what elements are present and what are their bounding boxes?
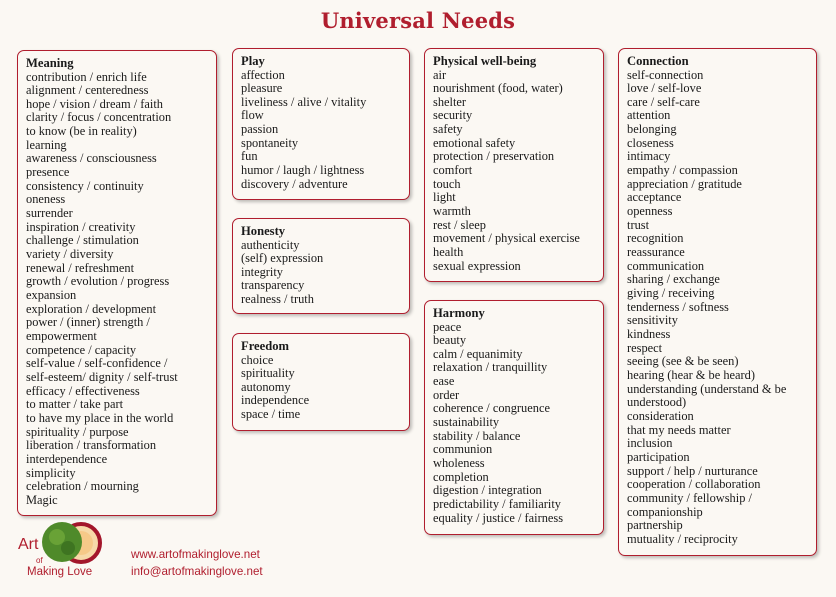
need-item: coherence / congruence (433, 401, 550, 416)
need-item: integrity (241, 264, 283, 279)
need-item: communion (433, 442, 493, 457)
need-item: recognition (627, 231, 684, 246)
need-item: touch (433, 176, 461, 191)
need-item: learning (26, 137, 67, 152)
need-item: humor / laugh / lightness (241, 163, 365, 178)
need-item: pleasure (241, 81, 283, 96)
need-item: sharing / exchange (627, 272, 720, 287)
need-item: sexual expression (433, 258, 521, 273)
need-item: variety / diversity (26, 247, 114, 262)
need-item: sustainability (433, 415, 500, 430)
need-item: kindness (627, 326, 671, 341)
need-item: spontaneity (241, 135, 299, 150)
need-item: to have my place in the world (26, 410, 174, 425)
card-physical-well-being (424, 48, 604, 282)
need-item: presence (26, 165, 70, 180)
card-honesty (232, 218, 410, 314)
need-item: ease (433, 374, 455, 389)
need-item: awareness / consciousness (26, 151, 157, 166)
card-meaning (17, 50, 217, 516)
need-item: beauty (433, 333, 467, 348)
need-item: intimacy (627, 149, 671, 164)
logo (16, 520, 108, 582)
need-item: growth / evolution / progress (26, 274, 170, 289)
card-heading: Physical well-being (433, 54, 537, 68)
need-item: clarity / focus / concentration (26, 110, 172, 125)
card-harmony (424, 300, 604, 535)
need-item: empowerment (26, 328, 97, 343)
need-item: simplicity (26, 465, 76, 480)
need-item: passion (241, 122, 279, 137)
card-freedom (232, 333, 410, 431)
need-item: space / time (241, 407, 301, 422)
need-item: companionship (627, 504, 703, 519)
need-item: openness (627, 204, 673, 219)
need-item: choice (241, 352, 274, 367)
need-item: renewal / refreshment (26, 260, 135, 275)
need-item: autonomy (241, 379, 291, 394)
need-item: closeness (627, 135, 674, 150)
need-item: stability / balance (433, 428, 521, 443)
need-item: comfort (433, 163, 473, 178)
need-item: safety (433, 122, 463, 137)
need-item: peace (433, 319, 462, 334)
need-item: participation (627, 449, 690, 464)
need-item: celebration / mourning (26, 479, 139, 494)
need-item: care / self-care (627, 94, 700, 109)
logo-text-of: of (36, 556, 43, 565)
need-item: shelter (433, 94, 467, 109)
need-item: completion (433, 469, 489, 484)
need-item: giving / receiving (627, 286, 715, 300)
need-item: wholeness (433, 456, 485, 471)
need-item: realness / truth (241, 292, 314, 307)
need-item: reassurance (627, 245, 685, 260)
card-heading: Honesty (241, 224, 286, 238)
need-item: mutuality / reciprocity (627, 531, 738, 546)
page-title: Universal Needs (320, 8, 516, 33)
need-item: competence / capacity (26, 342, 137, 357)
need-item: independence (241, 393, 310, 408)
need-item: to know (be in reality) (26, 124, 137, 139)
need-item: partnership (627, 518, 683, 533)
need-item: transparency (241, 278, 305, 293)
needs-list (627, 69, 808, 547)
needs-list (26, 71, 208, 508)
need-item: rest / sleep (433, 217, 486, 232)
need-item: tenderness / softness (627, 299, 729, 314)
needs-list (241, 239, 401, 307)
need-item: interdependence (26, 451, 108, 466)
need-item: oneness (26, 192, 66, 207)
need-item: attention (627, 108, 671, 123)
need-item: challenge / stimulation (26, 233, 139, 248)
card-heading: Connection (627, 54, 689, 68)
need-item: light (433, 190, 456, 205)
need-item: sensitivity (627, 313, 678, 328)
need-item: inclusion (627, 436, 673, 451)
email-link[interactable]: info@artofmakinglove.net (131, 565, 263, 578)
need-item: authenticity (241, 237, 300, 252)
card-heading: Freedom (241, 339, 290, 353)
need-item: inspiration / creativity (26, 219, 136, 234)
website-link[interactable]: www.artofmakinglove.net (131, 548, 260, 561)
need-item: consistency / continuity (26, 178, 144, 193)
need-item: support / help / nurturance (627, 463, 758, 478)
need-item: (self) expression (241, 251, 324, 266)
need-item: hearing (hear & be heard) (627, 367, 755, 382)
need-item: equality / justice / fairness (433, 510, 564, 525)
need-item: warmth (433, 204, 471, 219)
need-item: calm / equanimity (433, 346, 523, 361)
need-item: order (433, 387, 460, 402)
logo-text-art: Art (18, 536, 39, 553)
needs-list (241, 354, 401, 422)
need-item: flow (241, 108, 264, 123)
need-item: relaxation / tranquillity (433, 360, 548, 375)
need-item: self-esteem/ dignity / self-trust (26, 369, 178, 384)
need-item: alignment / centeredness (26, 83, 149, 98)
card-heading: Meaning (26, 56, 74, 70)
need-item: communication (627, 258, 705, 273)
logo-text-making-love: Making Love (27, 566, 93, 578)
need-item: emotional safety (433, 135, 516, 150)
need-item: spirituality (241, 366, 295, 381)
need-item: contribution / enrich life (26, 69, 147, 84)
need-item: empathy / compassion (627, 163, 738, 178)
need-item: liveliness / alive / vitality (241, 94, 367, 109)
need-item: health (433, 245, 464, 260)
need-item: seeing (see & be seen) (627, 354, 739, 369)
need-item: protection / preservation (433, 149, 555, 164)
need-item: hope / vision / dream / faith (26, 96, 163, 111)
need-item: community / fellowship / (627, 490, 752, 505)
need-item: to matter / take part (26, 397, 124, 412)
need-item: belonging (627, 122, 677, 137)
need-item: predictability / familiarity (433, 497, 561, 512)
need-item: digestion / integration (433, 483, 542, 498)
need-item: Magic (26, 492, 58, 507)
need-item: liberation / transformation (26, 438, 157, 453)
need-item: acceptance (627, 190, 682, 205)
need-item: surrender (26, 206, 73, 221)
need-item: trust (627, 217, 650, 232)
need-item: discovery / adventure (241, 176, 348, 191)
card-heading: Harmony (433, 306, 485, 320)
need-item: self-value / self-confidence / (26, 356, 168, 371)
need-item: self-connection (627, 67, 704, 82)
needs-list (433, 321, 595, 526)
need-item: security (433, 108, 473, 123)
need-item: power / (inner) strength / (26, 315, 150, 330)
need-item: that my needs matter (627, 422, 731, 437)
card-play (232, 48, 410, 200)
need-item: fun (241, 149, 258, 164)
card-connection (618, 48, 817, 556)
need-item: respect (627, 340, 663, 355)
need-item: spirituality / purpose (26, 424, 129, 439)
needs-list (433, 69, 595, 274)
need-item: cooperation / collaboration (627, 477, 761, 492)
need-item: love / self-love (627, 81, 702, 96)
need-item: understanding (understand & be understood) (627, 381, 787, 410)
needs-list (241, 69, 401, 192)
need-item: nourishment (food, water) (433, 81, 563, 96)
need-item: expansion (26, 288, 77, 302)
need-item: affection (241, 67, 285, 82)
need-item: efficacy / effectiveness (26, 383, 140, 398)
need-item: appreciation / gratitude (627, 176, 742, 191)
need-item: exploration / development (26, 301, 157, 316)
need-item: consideration (627, 408, 694, 423)
need-item: air (433, 67, 447, 82)
need-item: movement / physical exercise (433, 231, 580, 246)
card-heading: Play (241, 54, 265, 68)
